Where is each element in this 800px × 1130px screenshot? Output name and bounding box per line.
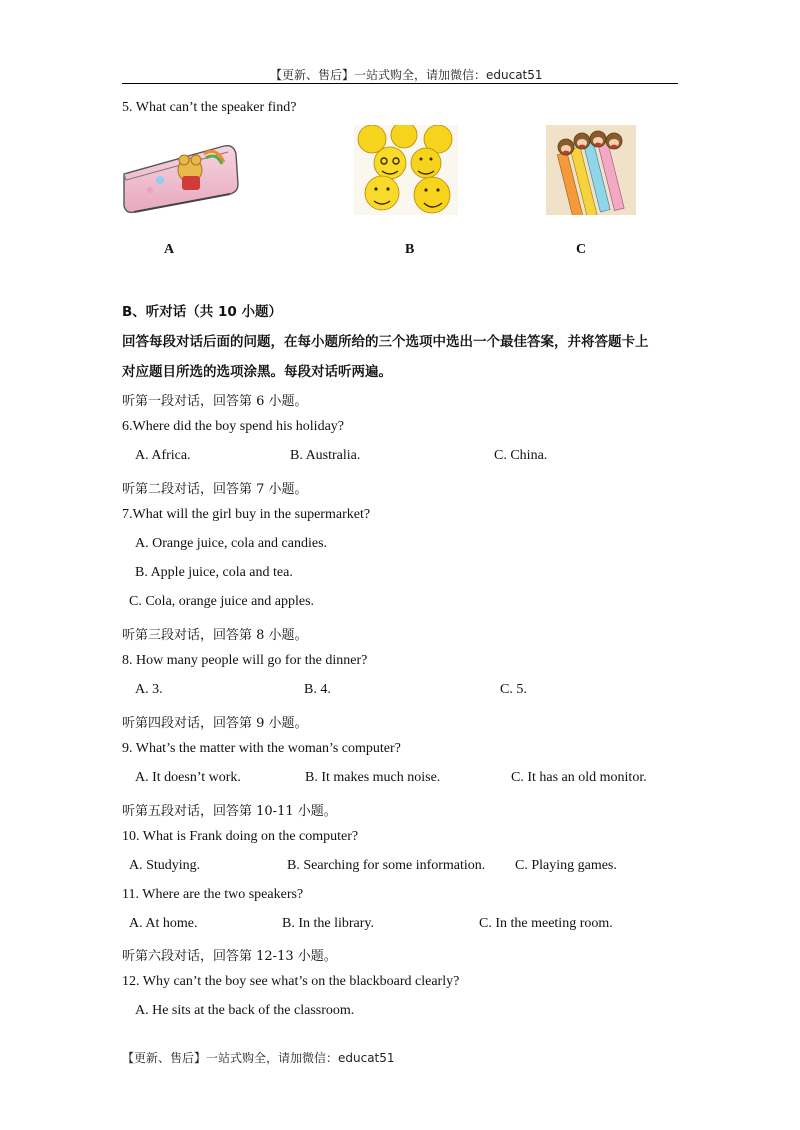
- section-b-instruction-line2: 对应题目所选的选项涂黑。每段对话听两遍。: [122, 364, 392, 380]
- q5-question: 5. What can’t the speaker find?: [122, 100, 297, 115]
- q11-option-a: A. At home.: [129, 916, 198, 931]
- q6-option-a: A. Africa.: [135, 448, 191, 463]
- pencil-case-image: [120, 140, 242, 215]
- q10-option-a: A. Studying.: [129, 858, 201, 873]
- q7-question: 7.What will the girl buy in the supermarket?: [122, 507, 371, 522]
- dialog-3-instruction: 听第三段对话，回答第 8 小题。: [122, 628, 308, 643]
- q11-question: 11. Where are the two speakers?: [122, 887, 304, 902]
- q7-option-c: C. Cola, orange juice and apples.: [129, 594, 315, 609]
- q6-option-b: B. Australia.: [290, 448, 361, 463]
- smiley-erasers-image: [354, 125, 458, 215]
- q8-question: 8. How many people will go for the dinner?: [122, 653, 368, 668]
- q7-option-b: B. Apple juice, cola and tea.: [135, 565, 293, 580]
- q12-option-a: A. He sits at the back of the classroom.: [135, 1003, 355, 1018]
- q8-option-b: B. 4.: [304, 682, 331, 697]
- q11-option-c: C. In the meeting room.: [479, 916, 613, 931]
- section-b-instruction-line1: 回答每段对话后面的问题，在每小题所给的三个选项中选出一个最佳答案，并将答题卡上: [122, 334, 649, 350]
- q8-option-c: C. 5.: [500, 682, 527, 697]
- q8-option-a: A. 3.: [135, 682, 163, 697]
- q11-option-b: B. In the library.: [282, 916, 375, 931]
- q7-option-a: A. Orange juice, cola and candies.: [135, 536, 328, 551]
- q12-question: 12. Why can’t the boy see what’s on the blackboard clearly?: [122, 974, 460, 989]
- dialog-6-instruction: 听第六段对话，回答第 12-13 小题。: [122, 949, 337, 964]
- q9-option-c: C. It has an old monitor.: [511, 770, 647, 785]
- header-rule: [122, 83, 678, 84]
- q6-question: 6.Where did the boy spend his holiday?: [122, 419, 345, 434]
- q9-option-b: B. It makes much noise.: [305, 770, 441, 785]
- picture-label-c: C: [576, 242, 587, 257]
- q10-question: 10. What is Frank doing on the computer?: [122, 829, 359, 844]
- picture-label-b: B: [405, 242, 415, 257]
- dialog-5-instruction: 听第五段对话，回答第 10-11 小题。: [122, 804, 337, 819]
- header-text: 【更新、售后】一站式购全，请加微信：educat51: [270, 68, 543, 82]
- section-b-title: B、听对话（共 10 小题）: [122, 304, 282, 320]
- dialog-1-instruction: 听第一段对话，回答第 6 小题。: [122, 394, 308, 409]
- q10-option-c: C. Playing games.: [515, 858, 617, 873]
- dialog-2-instruction: 听第二段对话，回答第 7 小题。: [122, 482, 308, 497]
- rulers-image: [546, 125, 636, 215]
- picture-label-a: A: [164, 242, 175, 257]
- q10-option-b: B. Searching for some information.: [287, 858, 486, 873]
- q9-question: 9. What’s the matter with the woman’s computer?: [122, 741, 401, 756]
- q9-option-a: A. It doesn’t work.: [135, 770, 241, 785]
- dialog-4-instruction: 听第四段对话，回答第 9 小题。: [122, 716, 308, 731]
- q6-option-c: C. China.: [494, 448, 548, 463]
- footer-text: 【更新、售后】一站式购全，请加微信：educat51: [122, 1051, 395, 1065]
